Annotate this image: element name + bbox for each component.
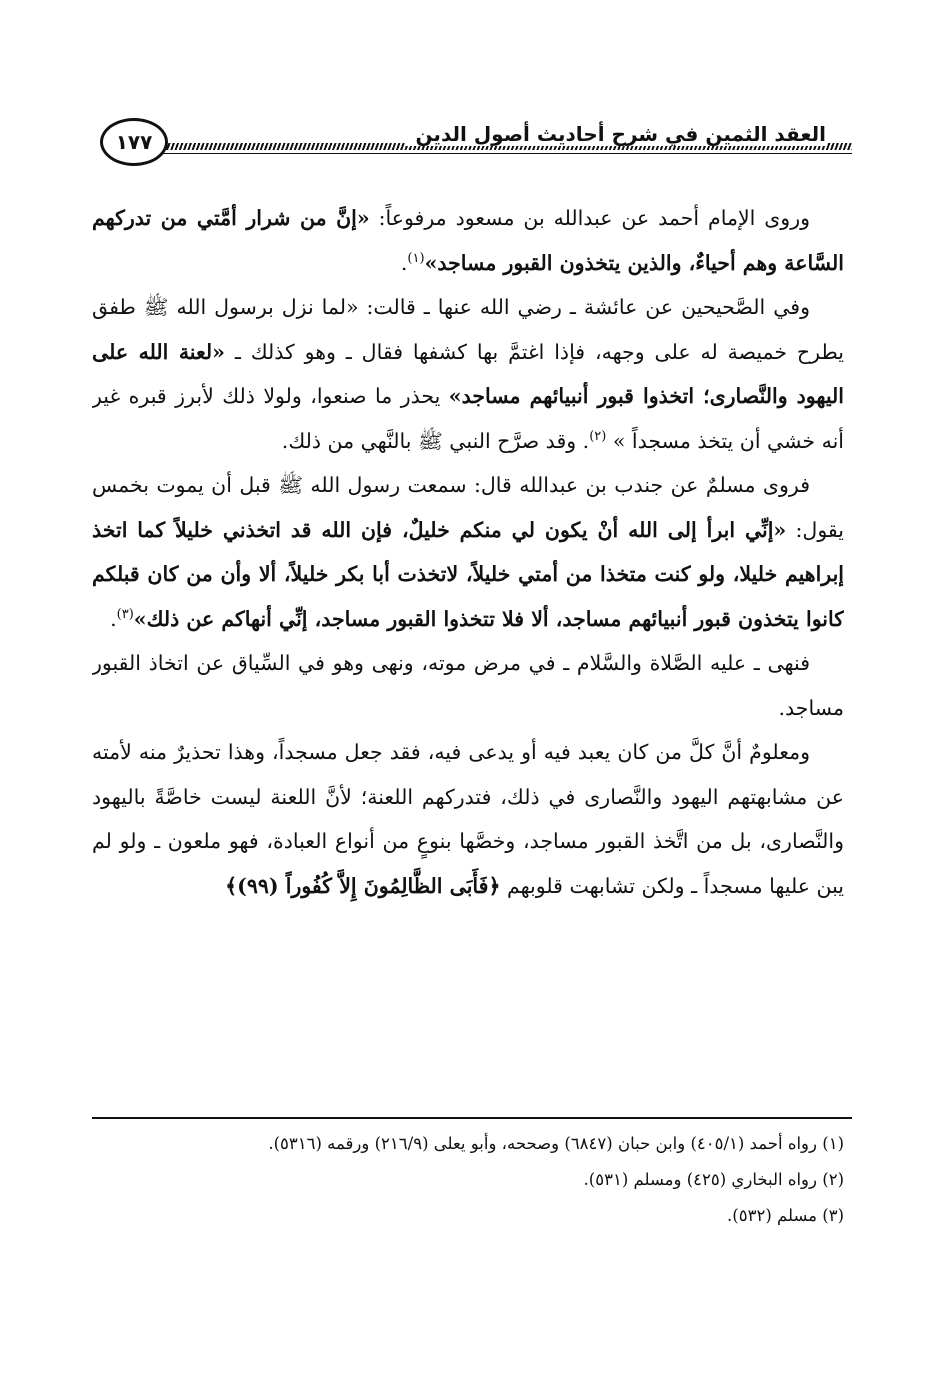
hadith-quote: «لعنة الله على اليهود والنَّصارى؛ اتخذوا قبور أنبيائهم مساجد» <box>92 339 844 408</box>
footnote: (٣) مسلم (٥٣٢). <box>727 1206 844 1225</box>
text: ومعلومٌ أنَّ كلَّ من كان يعبد فيه أو يدعى فيه، فقد جعل مسجداً، وهذا تحذيرٌ منه لأمته عن مشابهتهم اليهود والنَّصارى في ذلك، فتدركهم اللعنة؛ لأنَّ اللعنة ليست خاصَّةً باليهود والنَّصارى، بل من اتَّخذ القبور مساجد، وخصَّها بنوعٍ من أنواع العبادة، فهو ملعون ـ ولو لم يبن عليها مسجداً ـ ولكن تشابهت قلوبهم <box>92 740 844 898</box>
text: وروى الإمام أحمد عن عبدالله بن مسعود مرفوعاً: <box>369 206 811 230</box>
book-title: العقد الثمين في شرح أحاديث أصول الدين <box>405 122 826 146</box>
text: . <box>110 606 117 631</box>
header-divider <box>160 153 852 154</box>
footnote-ref[interactable]: (٢) <box>589 428 607 444</box>
text: فروى مسلمٌ عن جندب بن عبدالله قال: سمعت رسول الله ﷺ قبل أن يموت بخمس يقول: <box>92 473 844 542</box>
paragraph <box>92 730 844 908</box>
hadith-quote: «إنِّي ابرأ إلى الله أنْ يكون لي منكم خليلٌ، فإن الله قد اتخذني خليلاً كما اتخذ إبراهيم خليلا، ولو كنت متخذا من أمتي خليلاً، لاتخذت أبا بكر خليلاً، ألا وأن من كان قبلكم كانوا يتخذون قبور أنبيائهم مساجد، ألا فلا تتخذوا القبور مساجد، إنِّي أنهاكم عن ذلك» <box>92 517 844 631</box>
footnote-separator <box>92 1117 852 1119</box>
footnote: (١) رواه أحمد (٤٠٥/١) وابن حبان (٦٨٤٧) وصححه، وأبو يعلى (٢١٦/٩) ورقمه (٥٣١٦). <box>268 1134 844 1153</box>
paragraph <box>92 463 844 641</box>
footnote-ref[interactable]: (١) <box>407 250 425 266</box>
text: وفي الصَّحيحين عن عائشة ـ رضي الله عنها ـ قالت: «لما نزل برسول الله ﷺ طفق يطرح خميصة له على وجهه، فإذا اغتمَّ بها كشفها فقال ـ وهو كذلك ـ <box>92 295 844 364</box>
footnote: (٢) رواه البخاري (٤٢٥) ومسلم (٥٣١). <box>583 1170 844 1189</box>
main-text <box>92 196 844 1086</box>
text: يحذر ما صنعوا، ولولا ذلك لأبرز قبره غير أنه خشي أن يتخذ مسجداً » <box>92 384 844 453</box>
footnotes <box>92 1126 844 1234</box>
page-header <box>100 118 852 164</box>
text: . وقد صرَّح النبي ﷺ بالنَّهي من ذلك. <box>281 428 590 453</box>
paragraph <box>92 641 844 730</box>
page-number: ١٧٧ <box>100 118 168 166</box>
footnote-ref[interactable]: (٣) <box>116 606 134 622</box>
text: فنهى ـ عليه الصَّلاة والسَّلام ـ في مرض موته، ونهى وهو في السِّياق عن اتخاذ القبور مساجد. <box>92 651 844 720</box>
paragraph <box>92 196 844 285</box>
hadith-quote: «إنَّ من شرار أمَّتي من تدركهم السَّاعة وهم أحياءٌ، والذين يتخذون القبور مساجد» <box>92 206 844 275</box>
paragraph <box>92 285 844 463</box>
quran-verse: ﴿فَأَبَى الظَّالِمُونَ إِلاَّ كُفُوراً (٩٩)﴾ <box>225 873 501 898</box>
text: . <box>400 250 408 275</box>
